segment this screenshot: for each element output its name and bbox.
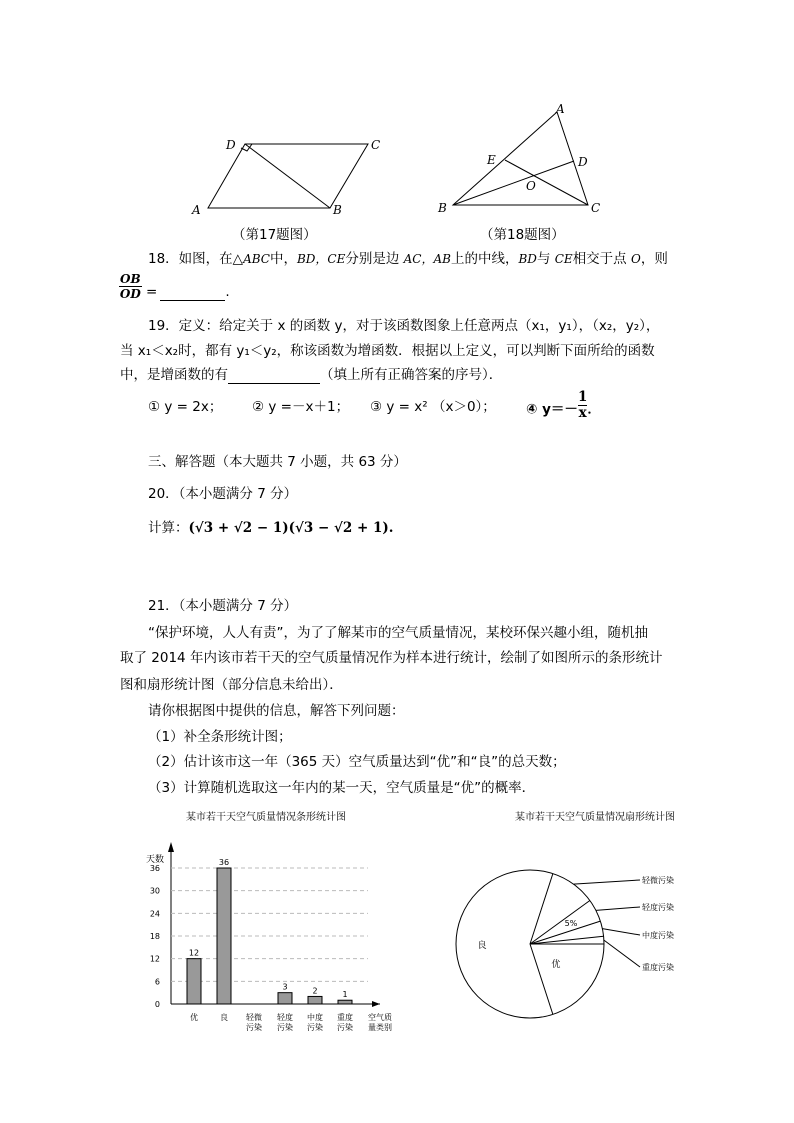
q20-expression: (√3 + √2 − 1)(√3 − √2 + 1). — [188, 520, 394, 536]
option-4-numerator: 1 — [577, 389, 588, 405]
slice-label: 重度污染 — [642, 963, 674, 972]
q18-var: CE — [554, 252, 573, 266]
q18-var: BD — [518, 252, 537, 266]
y-tick-label: 0 — [154, 1000, 160, 1009]
y-tick-label: 24 — [149, 909, 160, 919]
q18-var: O — [630, 252, 641, 266]
fraction-ob-od — [119, 272, 142, 301]
q18-text: 18．如图，在△ — [148, 251, 244, 267]
question-20-header: 20．（本小题满分 7 分） — [148, 486, 298, 502]
bar-value-label: 3 — [282, 982, 288, 992]
question-20-body — [148, 519, 393, 537]
label-o: O — [526, 179, 536, 193]
leader-line — [596, 907, 640, 910]
q21-instruction: 请你根据图中提供的信息，解答下列问题： — [148, 703, 405, 719]
x-axis-label: 空气质 — [368, 1013, 392, 1022]
q21-paragraph-line: “保护环境，人人有责”，为了了解某市的空气质量情况，某校环保兴趣小组，随机抽 — [148, 625, 648, 641]
answer-blank[interactable] — [228, 369, 320, 384]
bar-4 — [308, 996, 322, 1004]
q18-text: 上的中线， — [450, 251, 519, 267]
median-bd — [453, 161, 574, 205]
fraction-numerator: OB — [120, 272, 141, 286]
bar-value-label: 2 — [312, 986, 318, 996]
x-axis-label: 量类别 — [368, 1023, 392, 1032]
q20-label: 计算： — [148, 520, 189, 536]
x-axis-arrow — [372, 1001, 380, 1007]
q21-subquestion-2: （2）估计该市这一年（365 天）空气质量达到“优”和“良”的总天数； — [148, 754, 566, 770]
answer-blank[interactable] — [160, 286, 225, 301]
bar-3 — [278, 993, 292, 1004]
label-b: B — [438, 201, 447, 215]
category-label: 中度 — [307, 1013, 323, 1022]
question-19-line-2: 当 x₁＜x₂时，都有 y₁＜y₂，称该函数为增函数．根据以上定义，可以判断下面所给的函数 — [120, 343, 655, 359]
slice-label: 中度污染 — [642, 931, 674, 940]
chart-title: 某市若干天空气质量情况扇形统计图 — [515, 812, 675, 823]
q18-text: ，则 — [640, 251, 668, 267]
bar-1 — [217, 868, 231, 1004]
label-d: D — [226, 138, 236, 152]
figure-18 — [430, 100, 610, 220]
slice-label: 轻度污染 — [642, 903, 674, 912]
option-4 — [526, 389, 601, 421]
q21-paragraph-line: 取了 2014 年内该市若干天的空气质量情况作为样本进行统计，绘制了如图所示的条形统计 — [120, 650, 663, 666]
y-tick-label: 12 — [149, 954, 160, 964]
option-3: ③ y = x² （x＞0）； — [370, 399, 496, 415]
bar-0 — [187, 959, 201, 1004]
equals: = — [146, 284, 158, 300]
category-label: 良 — [220, 1013, 228, 1022]
category-label: 污染 — [246, 1023, 262, 1032]
section-heading: 三、解答题（本大题共 7 小题，共 63 分） — [148, 454, 407, 470]
category-label: 污染 — [277, 1023, 293, 1032]
q21-subquestion-3: （3）计算随机选取这一年内的某一天，空气质量是“优”的概率． — [148, 780, 536, 796]
option-4-denominator: x — [578, 405, 587, 421]
label-e: E — [487, 153, 496, 167]
figure-18-caption: （第18题图） — [480, 227, 565, 243]
diagonal-db — [245, 144, 330, 208]
slice-percent-label: 5% — [564, 919, 578, 929]
category-label: 重度 — [337, 1013, 353, 1022]
figure-17-caption: （第17题图） — [232, 227, 317, 243]
option-1: ① y = 2x； — [148, 399, 223, 415]
y-tick-label: 36 — [149, 864, 160, 873]
label-a: A — [192, 203, 201, 217]
triangle-abc — [453, 112, 588, 205]
y-tick-label: 30 — [149, 886, 160, 896]
question-19-line-3 — [120, 366, 502, 384]
q19-text: （填上所有正确答案的序号）． — [320, 367, 503, 383]
leader-line — [604, 940, 640, 967]
y-axis-arrow — [168, 842, 174, 852]
category-label: 轻微 — [246, 1013, 262, 1022]
q18-var: ABC — [243, 252, 270, 266]
label-c: C — [591, 201, 601, 215]
fraction-denominator: OD — [119, 287, 141, 301]
option-2: ② y =－x＋1； — [252, 399, 350, 415]
y-axis-label: 天数 — [146, 855, 165, 865]
q21-subquestion-1: （1）补全条形统计图； — [148, 729, 292, 745]
q18-text: 中， — [269, 251, 297, 267]
question-18-text — [148, 250, 668, 268]
pie-chart — [440, 800, 700, 1040]
label-a: A — [556, 102, 565, 116]
category-label: 优 — [190, 1013, 198, 1022]
label-b: B — [333, 203, 342, 217]
q18-var: BD，CE — [296, 252, 346, 266]
period: . — [225, 284, 230, 300]
bar-5 — [338, 1000, 352, 1004]
q19-text: 中，是增函数的有 — [120, 367, 228, 383]
q18-text: 分别是边 — [345, 251, 404, 267]
question-19-line-1: 19．定义：给定关于 x 的函数 y，对于该函数图象上任意两点（x₁，y₁），（x₂，y₂）， — [148, 318, 660, 334]
answer-line-18 — [146, 283, 230, 301]
y-tick-label: 18 — [149, 932, 160, 941]
label-d: D — [578, 155, 588, 169]
label-c: C — [371, 138, 381, 152]
category-label: 污染 — [337, 1023, 353, 1032]
leader-line — [573, 880, 640, 884]
q18-text: 相交于点 — [572, 251, 631, 267]
category-label: 轻度 — [277, 1013, 293, 1022]
bar-value-label: 1 — [342, 990, 348, 1000]
q18-var: AC，AB — [403, 252, 451, 266]
option-4-text: ④ y＝－ — [526, 401, 578, 418]
q21-paragraph-line: 图和扇形统计图（部分信息未给出）． — [120, 677, 343, 693]
question-21-header: 21．（本小题满分 7 分） — [148, 598, 298, 614]
leader-line — [602, 929, 640, 935]
category-label: 污染 — [307, 1023, 323, 1032]
slice-label: 良 — [477, 941, 487, 951]
bar-value-label: 36 — [218, 858, 230, 867]
bar-value-label: 12 — [188, 948, 200, 958]
slice-label: 优 — [551, 959, 561, 970]
chart-title: 某市若干天空气质量情况条形统计图 — [186, 812, 346, 823]
period: ． — [587, 401, 601, 418]
y-tick-label: 6 — [154, 977, 160, 987]
q18-text: 与 — [536, 251, 555, 267]
bar-chart — [130, 800, 420, 1060]
slice-label: 轻微污染 — [642, 876, 674, 885]
